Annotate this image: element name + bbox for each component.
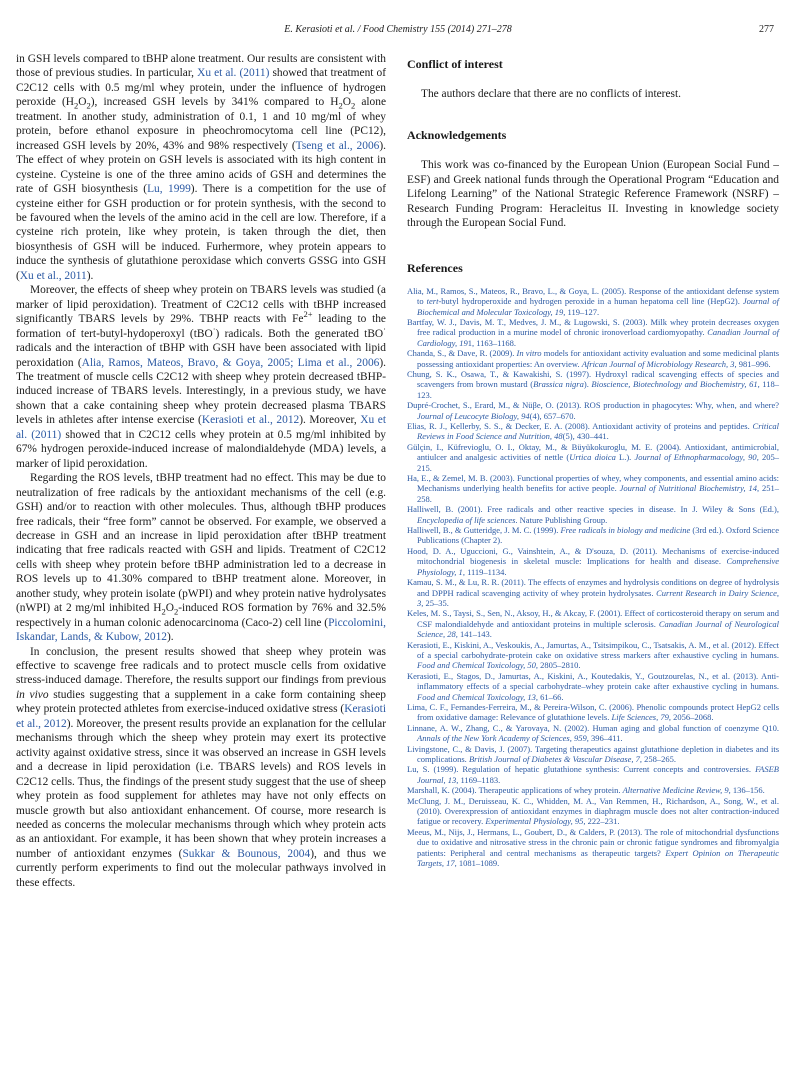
reference-text: , 205–215. bbox=[417, 452, 779, 473]
reference-text: , 1081–1089. bbox=[454, 858, 500, 869]
reference-text: Ha, E., & Zemel, M. B. (2003). Functional properties of whey, whey components, and essential amino acids: Mechanisms underlying health benefits for active people. bbox=[407, 473, 779, 494]
acknowledgements-heading: Acknowledgements bbox=[407, 128, 507, 143]
reference-text: Gülçin, I., Küfrevioglu, O. I., Oktay, M., & Büyükokuroglu, M. E. (2004). Antioxidant, antimicrobial, antiulcer and analgesic activities of nettle ( bbox=[407, 441, 779, 463]
citation-link[interactable]: Xu et al. (2011) bbox=[197, 67, 270, 80]
reference-text: -butyl hydroperoxide and hydrogen peroxide in a human hepatoma cell line (HepG2). bbox=[438, 296, 743, 307]
reference-text: Kamau, S. M., & Lu, R. R. (2011). The effects of enzymes and hydrolysis conditions on degree of hydrolysis and DPPH radical scavenging activity of whey protein hydrolysates. bbox=[407, 577, 779, 598]
text: showed that in C2C12 cells whey protein at 0.5 mg/ml inhibited by 67% hydrogen peroxide-induced increase of malondialdehyde (MDA) levels, a marker of lipid peroxidation. bbox=[16, 428, 386, 470]
reference-item[interactable] bbox=[407, 369, 779, 400]
reference-italic: Journal of Nutritional Biochemistry, 14 bbox=[619, 483, 757, 494]
reference-item[interactable] bbox=[407, 577, 779, 608]
reference-text: , 119–127. bbox=[563, 306, 600, 317]
reference-item[interactable] bbox=[407, 546, 779, 577]
reference-item[interactable] bbox=[407, 764, 779, 785]
superscript: 2+ bbox=[303, 309, 313, 320]
reference-item[interactable] bbox=[407, 348, 779, 369]
reference-text: , 2056–2068. bbox=[668, 712, 714, 723]
reference-text: (5), 430–441. bbox=[562, 431, 609, 442]
subscript: 2 bbox=[73, 100, 79, 111]
reference-italic: Experimental Physiology, 95 bbox=[485, 816, 584, 827]
reference-text: ). bbox=[583, 379, 592, 390]
reference-text: Halliwell, B., & Gutteridge, J. M. C. (1999). bbox=[407, 525, 561, 536]
reference-italic: Life Sciences, 79 bbox=[611, 712, 669, 723]
reference-item[interactable] bbox=[407, 744, 779, 765]
reference-text: Alia, M., Ramos, S., Mateos, R., Bravo, L., & Goya, L. (2005). Response of the antioxidant defense system to bbox=[407, 285, 779, 307]
reference-italic: FASEB Journal, 13 bbox=[417, 764, 779, 785]
reference-italic: Critical Reviews in Food Science and Nutrition, 48 bbox=[417, 421, 779, 442]
text: in GSH levels compared to tBHP alone treatment. Our results are consistent with those of previous studies. In particular, bbox=[16, 53, 386, 80]
references-heading: References bbox=[407, 260, 463, 275]
reference-text: Elias, R. J., Kellerby, S. S., & Decker, E. A. (2008). Antioxidant activity of proteins and peptides. bbox=[407, 421, 753, 431]
reference-text: , 258–265. bbox=[639, 754, 676, 764]
right-column bbox=[407, 52, 779, 868]
reference-italic: Journal of Biochemical and Molecular Toxicology, 19 bbox=[417, 296, 779, 317]
text: ). Moreover, the present results provide an explanation for the cellular mechanisms through which the sheep whey protein may exert its protective activity against oxidative stress, since it was observed an increase in GSH levels and a decrease in lipid peroxidation (i.e. TBARS levels) and ROS levels in C2C12 cells. Thus, the findings of the present study suggest that the use of sheep whey protein as food supplement for athletes may have not only effects on muscle growth but also antioxidant enhancement. Of course, more research is needed as concerns the molecular mechanisms through which whey protein acts as an antioxidant. For example, it has been shown that whey protein increases a number of antioxidant enzymes ( bbox=[16, 717, 386, 860]
reference-text: , 981–996. bbox=[734, 358, 771, 369]
reference-item[interactable] bbox=[407, 317, 779, 348]
reference-italic: In vitro bbox=[516, 348, 542, 359]
reference-item[interactable] bbox=[407, 608, 779, 639]
reference-text: Chung, S. K., Osawa, T., & Kawakishi, S. (1997). Hydroxyl radical scavenging effects of species and scavengers from brown mustard ( bbox=[407, 368, 779, 390]
reference-item[interactable] bbox=[407, 286, 779, 317]
italic-text: in vivo bbox=[16, 688, 49, 701]
conflict-of-interest-heading: Conflict of interest bbox=[407, 57, 503, 71]
page-number: 277 bbox=[759, 24, 774, 35]
paragraph-1 bbox=[16, 52, 386, 283]
text: ), increased GSH levels by 341% compared to H bbox=[90, 96, 339, 109]
reference-text: Hood, D. A., Uguccioni, G., Vainshtein, A., & D'souza, D. (2011). Mechanisms of exercise-induced mitochondrial biogenesis in skeletal muscle: Implications for health and disease. bbox=[407, 545, 779, 567]
paragraph-4 bbox=[16, 645, 386, 891]
reference-item[interactable] bbox=[407, 827, 779, 869]
reference-text: , 25–35. bbox=[421, 597, 449, 608]
reference-text: , 222–231. bbox=[583, 816, 620, 827]
reference-italic: Comprehensive Physiology, 1 bbox=[417, 556, 779, 577]
reference-italic: Journal of Ethnopharmacology, 90 bbox=[634, 452, 757, 463]
reference-text: (4), 657–670. bbox=[529, 410, 576, 421]
reference-text: models for antioxidant activity evaluation and some medicinal plants possessing antioxidant properties: An overview. bbox=[417, 348, 779, 369]
reference-item[interactable] bbox=[407, 442, 779, 473]
reference-italic: Annals of the New York Academy of Sciences, 959 bbox=[417, 733, 587, 744]
reference-text: Kerasioti, E., Kiskini, A., Veskoukis, A., Jamurtas, A., Tsitsimpikou, C., Tsatsakis, A. M., et al. (2012). Effect of a special carbohydrate-protein cake on oxidative stress markers after exhaustive cycling in humans. bbox=[407, 639, 779, 660]
reference-item[interactable] bbox=[407, 702, 779, 723]
conflict-of-interest-text: The authors declare that there are no conflicts of interest. bbox=[421, 88, 681, 100]
citation-link[interactable]: Sukkar & Bounous, 2004 bbox=[182, 847, 311, 860]
reference-text: Lu, S. (1999). Regulation of hepatic glutathione synthesis: Current concepts and controversies. bbox=[407, 764, 756, 775]
reference-item[interactable] bbox=[407, 671, 779, 702]
reference-text: , 251–258. bbox=[417, 483, 780, 504]
text: showed that treatment of C2C12 cells with 0.5 mg/ml whey protein, under the influence of hydrogen peroxide (H bbox=[16, 67, 386, 109]
superscript: · bbox=[212, 323, 216, 334]
reference-text: Livingstone, C., & Davis, J. (2007). Targeting therapeutics against glutathione depletion in diabetes and its complications. bbox=[407, 743, 779, 764]
running-title: E. Kerasioti et al. / Food Chemistry 155 (2014) 271–278 bbox=[284, 24, 512, 35]
paragraph-2 bbox=[16, 283, 386, 471]
reference-text: L.). bbox=[615, 452, 635, 463]
acknowledgements-text: This work was co-financed by the European Union (European Social Fund – ESF) and Greek national funds through the Operational Program “Education and Lifelong Learning” of the National Strategic Reference Framework (NSRF) – Research Funding Program: Heracleitus II. Investing in knowledge society through the European Social Fund. bbox=[407, 159, 779, 230]
reference-italic: Expert Opinion on Therapeutic Targets, 17 bbox=[417, 847, 779, 869]
reference-text: Linnane, A. W., Zhang, C., & Yarovaya, N. (2002). Human aging and global function of coenzyme Q10. bbox=[407, 722, 779, 733]
reference-text: , 136–156. bbox=[728, 785, 765, 796]
reference-italic: Canadian Journal of Neurological Science, 28 bbox=[417, 618, 779, 640]
citation-link[interactable]: Lu, 1999 bbox=[147, 183, 191, 196]
reference-text: Marshall, K. (2004). Therapeutic applications of whey protein. bbox=[407, 785, 623, 796]
citation-link[interactable]: Kerasioti et al., 2012 bbox=[201, 414, 300, 427]
reference-italic: Current Research in Dairy Science, 3 bbox=[417, 587, 780, 608]
reference-italic: Food and Chemical Toxicology, 13 bbox=[417, 691, 536, 702]
reference-text: 1, 1163–1168. bbox=[467, 337, 516, 348]
text: ) radicals. Both the generated tBO bbox=[215, 327, 384, 340]
reference-item[interactable] bbox=[407, 796, 779, 827]
text: leading to the formation of tert-butyl-hydoperoxyl (tBO bbox=[16, 313, 386, 340]
citation-link[interactable]: Alia, Ramos, Mateos, Bravo, & Goya, 2005; Lima et al., 2006 bbox=[81, 356, 380, 369]
reference-italic: Encyclopedia of life sciences bbox=[417, 514, 516, 525]
text: ), and thus we currently perform experiments to find out the molecular pathways involved in these effects. bbox=[16, 847, 386, 889]
citation-link[interactable]: Piccolomini, Iskandar, Lands, & Kubow, 2012 bbox=[16, 616, 386, 644]
reference-text: , 61–66. bbox=[535, 691, 564, 702]
citation-link[interactable]: Xu et al., 2011 bbox=[19, 269, 87, 282]
reference-italic: African Journal of Microbiology Research, 3 bbox=[581, 358, 735, 369]
subscript: 2 bbox=[161, 606, 166, 617]
citation-link[interactable]: Xu et al. (2011) bbox=[16, 414, 387, 441]
reference-italic: Bioscience, Biotechnology and Biochemistry, 61 bbox=[591, 379, 758, 390]
reference-text: Kerasioti, E., Stagos, D., Jamurtas, A., Kiskini, A., Koutedakis, Y., Goutzourelas, N., et al. (2013). Anti-inflammatory effects of a special carbohydrate–whey protein cake after exhaustive cycling in humans. bbox=[407, 670, 779, 692]
text: ). There is a competition for the use of cysteine either for GSH production or for protein synthesis, with the second to be favoured when the levels of the amino acid in the cell are low. Therefore, if a cysteine rich protein, like whey protein, is taken through the diet, then biosynthesis of GSH will be induced. Furhermore, whey protein appears to induce the synthesis of glutathione peroxidase which converts GSSG into GSH ( bbox=[16, 183, 386, 282]
text: ). bbox=[86, 269, 94, 282]
reference-item[interactable] bbox=[407, 400, 779, 421]
reference-text: , 2805–2810. bbox=[535, 660, 581, 671]
reference-item[interactable] bbox=[407, 525, 779, 546]
text: -induced ROS formation by 76% and 32.5% respectively in a human colonic adenocarcinoma (Caco-2) cell line ( bbox=[16, 602, 387, 629]
reference-item[interactable] bbox=[407, 421, 779, 442]
text: O bbox=[78, 96, 87, 109]
reference-text: Lima, C. F., Fernandes-Ferreira, M., & Pereira-Wilson, C. (2006). Phenolic compounds protect HepG2 cells from oxidative damage: Relevance of glutathione levels. bbox=[407, 701, 779, 723]
reference-text: , 141–143. bbox=[455, 629, 492, 640]
reference-text: Dupré-Crochet, S., Erard, M., & Nüβe, O. (2013). ROS production in phagocytes: Why, when, and where? bbox=[407, 400, 779, 411]
reference-item[interactable] bbox=[407, 785, 779, 795]
subscript: 2 bbox=[350, 100, 356, 111]
reference-italic: Free radicals in biology and medicine bbox=[560, 525, 691, 536]
paragraph-3 bbox=[16, 471, 386, 644]
text: ). Moreover, bbox=[299, 414, 361, 427]
left-column bbox=[16, 52, 386, 890]
text: Moreover, the effects of sheep whey protein on TBARS levels was studied (a marker of lipid peroxidation). Treatment of C2C12 cells with tBHP increased significantly TBARS levels by 29%. TBHP reacts with Fe bbox=[16, 284, 386, 326]
reference-text: , 1169–1183. bbox=[456, 774, 501, 785]
text: ). bbox=[166, 631, 174, 644]
reference-item[interactable] bbox=[407, 473, 779, 504]
reference-item[interactable] bbox=[407, 640, 779, 671]
reference-text: Chanda, S., & Dave, R. (2009). bbox=[407, 348, 517, 359]
reference-italic: Food and Chemical Toxicology, 50 bbox=[417, 660, 536, 671]
superscript: · bbox=[383, 323, 386, 334]
citation-link[interactable]: Tseng et al., 2006 bbox=[295, 139, 380, 152]
citation-link[interactable]: Kerasioti et al., 2012 bbox=[16, 703, 386, 730]
text: radicals and the interaction of tBHP with GSH have been associated with lipid peroxidation ( bbox=[16, 342, 386, 369]
reference-item[interactable] bbox=[407, 504, 779, 525]
reference-list bbox=[407, 286, 779, 869]
text: O bbox=[165, 602, 174, 615]
reference-text: Keles, M. S., Taysi, S., Sen, N., Aksoy, H., & Akcay, F. (2001). Effect of corticosteroid therapy on serum and CSF malondialdehyde and antioxidant proteins in multiple sclerosis. bbox=[407, 608, 779, 629]
reference-text: McClung, J. M., Deruisseau, K. C., Whidden, M. A., Van Remmen, H., Richardson, A., Song, W., et al. (2010). Overexpression of antioxidant enzymes in diaphragm muscle does not alter contraction-induced fatigue or recovery. bbox=[407, 795, 779, 827]
reference-italic: tert bbox=[426, 296, 439, 307]
subscript: 2 bbox=[338, 100, 343, 111]
reference-italic: British Journal of Diabetes & Vascular Disease, 7 bbox=[468, 754, 640, 764]
reference-italic: Canadian Journal of Cardiology, 19 bbox=[417, 327, 779, 348]
text: ). The treatment of muscle cells C2C12 with sheep whey protein decreased tBHP-induced increase of TBARS levels. Interestingly, in a previous study, we have shown that a cake containing sheep whey protein decreased plasma TBARS levels in athletes after intense exercise ( bbox=[16, 356, 386, 427]
text: ). The effect of whey protein on GSH levels is associated with its high content in cysteine. Cysteine is one of the three amino acids of GSH and determines the rate of GSH biosynthesis ( bbox=[16, 139, 386, 196]
reference-italic: Journal of Leucocyte Biology, 94 bbox=[417, 410, 530, 421]
reference-item[interactable] bbox=[407, 723, 779, 744]
text: In conclusion, the present results showed that sheep whey protein was effective to scavenge free radicals and to protect muscle cells from oxidative stress-induced damage. Therefore, the results support our findings from previous bbox=[16, 645, 386, 687]
text: alone treatment. In another study, administration of 0.1, 1 and 10 mg/ml of whey protein, before ethanol exposure in pheochromocytoma cell line (PC12), increased GSH levels by 20%, 43% and 98% respectively ( bbox=[16, 96, 386, 152]
running-header bbox=[0, 24, 796, 40]
reference-text: Bartfay, W. J., Davis, M. T., Medves, J. M., & Lugowski, S. (2003). Milk whey protein decreases oxygen free radical production in a murine model of chronic ironoverload cardiomyopathy. bbox=[407, 316, 779, 338]
reference-text: , 118–123. bbox=[417, 379, 779, 400]
text: Regarding the ROS levels, tBHP treatment had no effect. This may be due to neutralization of free radicals by the antioxidant mechanisms of the cell (e.g. GSH) and/or to reaction with other molecules. Thus, although tBHP produces free radicals, their “free form” cannot be observed. For example, we observed a decrease in GSH and an increase in lipid peroxidation after tBHP treatment indicating that free radicals reacted with GSH and lipids. Treatment of C2C12 cells with sheep whey protein before tBHP administration led to a decrease in ROS levels up to 41.30% compared to tBHP treatment alone. Moreover, in another study, whey protein isolate (pWPI) and whey protein native hydrolysates (nWPI) at 2 mg/ml inhibited H bbox=[16, 472, 386, 615]
reference-text: . Nature Publishing Group. bbox=[515, 514, 608, 525]
reference-italic: Alternative Medicine Review, 9 bbox=[622, 785, 729, 796]
subscript: 2 bbox=[86, 100, 91, 111]
reference-text: , 1119–1134. bbox=[462, 566, 507, 577]
subscript: 2 bbox=[173, 606, 179, 617]
reference-text: Halliwell, B. (2001). Free radicals and other reactive species in disease. In J. Wiley & Sons (Ed.), bbox=[407, 504, 779, 515]
reference-text: Meeus, M., Nijs, J., Hermans, L., Goubert, D., & Calders, P. (2013). The role of mitochondrial dysfunctions due to oxidative and nitrosative stress in the chronic pain or chronic fatigue syndromes and fibromyalgia patients: Peripheral and central mechanisms as therapeutic targets? bbox=[407, 826, 779, 858]
text: O bbox=[342, 96, 351, 109]
reference-text: , 396–411. bbox=[586, 733, 623, 744]
reference-italic: Urtica dioica bbox=[569, 452, 616, 463]
reference-text: (3rd ed.). Oxford Science Publications (Chapter 2). bbox=[417, 525, 779, 546]
text: studies suggesting that a supplement in a cake form containing sheep whey protein protected athletes from exercise-induced oxidative stress ( bbox=[16, 688, 386, 716]
reference-italic: Brassica nigra bbox=[533, 379, 584, 390]
